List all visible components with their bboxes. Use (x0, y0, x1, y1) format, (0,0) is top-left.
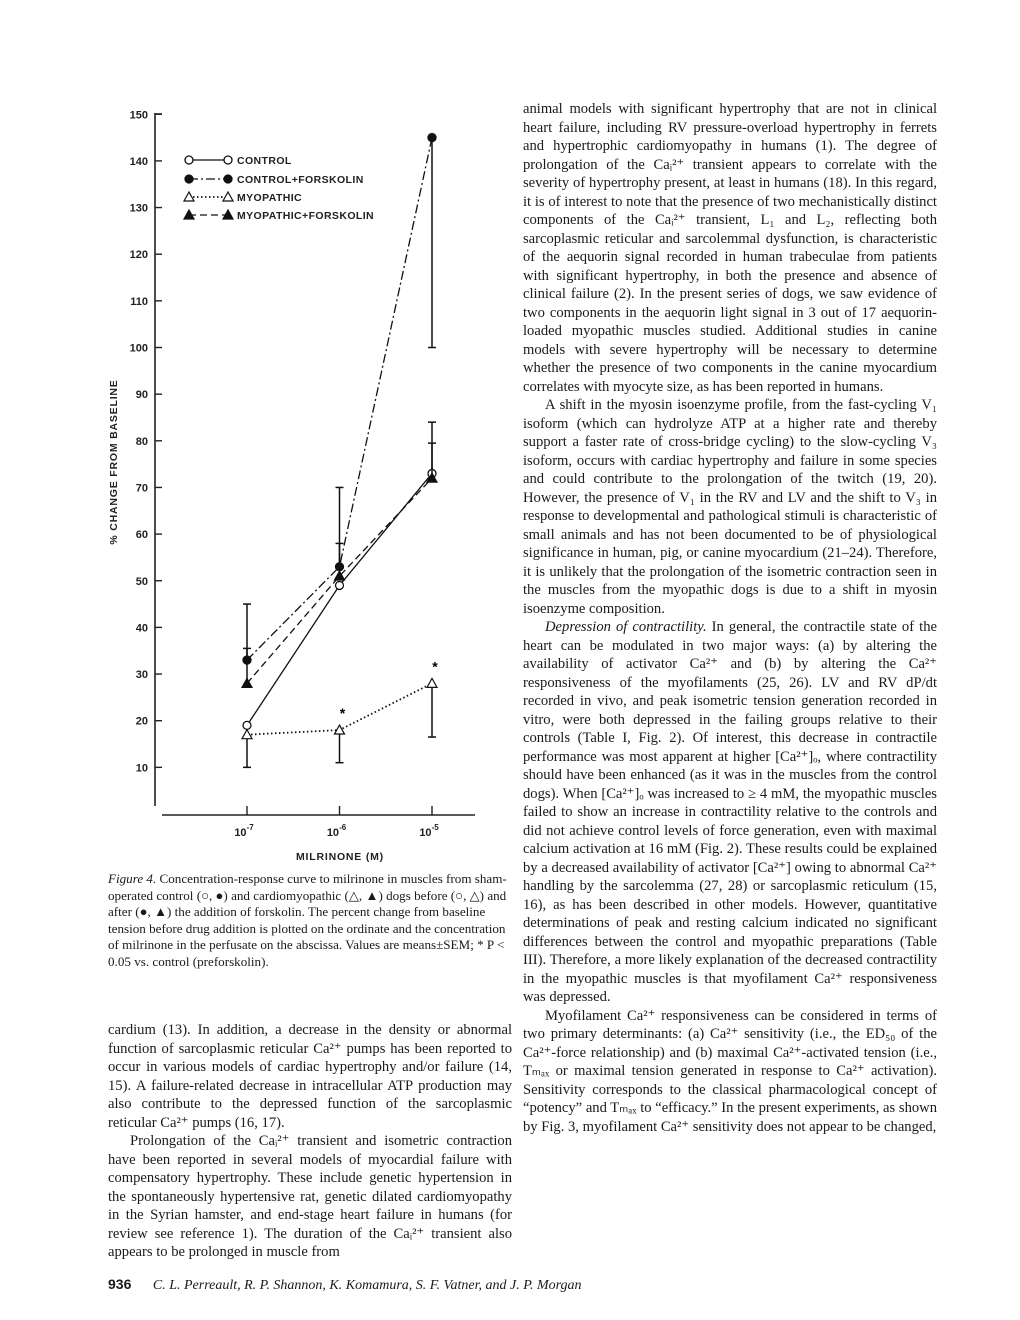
y-tick-label: 20 (135, 715, 148, 728)
x-tick-label (327, 823, 347, 839)
x-tick-label (419, 823, 439, 839)
open-triangle-marker (242, 730, 252, 739)
paragraph: Myofilament Ca²⁺ responsiveness can be considered in terms of two primary determinants: (a) Ca²⁺ sensitivity (i.e., the ED₅₀ of the Ca²⁺-force relationship) and (b) maximal Ca²⁺-activated tension (i.e., Tₘₐₓ or maximal tension generated in response to Ca²⁺ activation). Sensitivity corresponds to the classical pharmacological concept of “potency” and Tₘₐₓ to “efficacy.” In the present experiments, as shown by Fig. 3, myofilament Ca²⁺ sensitivity does not appear to be changed, (523, 1007, 937, 1135)
y-tick-label: 130 (129, 202, 148, 215)
x-tick-label (234, 823, 254, 839)
y-tick-label: 50 (135, 575, 148, 588)
open-triangle-marker (184, 192, 194, 201)
y-tick-label: 40 (135, 622, 148, 635)
page-number: 936 (108, 1276, 132, 1292)
paragraph: animal models with significant hypertrophy that are not in clinical heart failure, including RV pressure-overload hypertrophy in ferrets and hypertrophic cardiomyopathy in humans (1). The degree of prolongation of the Caᵢ²⁺ transient appears to correlate with the severity of hypertrophy present, at least in humans (18). In this regard, it is of interest to note that the presence of two mechanistically distinct components of the Caᵢ²⁺ transient, L₁ and L₂, reflecting both sarcoplasmic reticular and sarcolemmal dysfunction, is characteristic of the aequorin signal recorded in human trabeculae from patients with significant hypertrophy, in both the presence and absence of clinical failure (2). In the present series of dogs, we saw evidence of two components in the aequorin light signal in 3 out of 17 aequorin-loaded myopathic muscles studied. Additional studies in canine models with severe hypertrophy will be necessary to determine whether the presence of two components in the canine myocardium correlates with myocyte size, as has been reported in humans. (523, 101, 937, 395)
significance-asterisk: * (432, 658, 438, 675)
legend-label: CONTROL+FORSKOLIN (237, 174, 364, 186)
legend-item (184, 192, 302, 204)
x-tick-base: 10 (419, 827, 432, 839)
caption-text: Concentration-response curve to milrinone in muscles from sham-operated control (○, ●) and cardiomyopathic (△, ▲) dogs before (○, △) and after (●, ▲) the addition of forskolin. The percent change from baseline tension before drug addition is plotted on the ordinate and the concentration of milrinone in the perfusate on the abscissa. Values are means±SEM; * P < 0.05 vs. control (preforskolin). (108, 871, 507, 969)
paragraph-text: In general, the contractile state of the heart can be modulated in two major ways: (a) by altering the availability of activator Ca²⁺ and (b) by altering the Ca²⁺ responsiveness of the myofilaments (25, 26). LV and RV dP/dt recorded in vivo, and peak isometric tension generation recorded in vitro, were both depressed in the failing groups relative to their controls (Table I, Fig. 2). Of interest, this decrease in contractile performance was most apparent at higher [Ca²⁺]ₒ, where contractility should have been enhanced (as it was in the muscles from the control dogs). When [Ca²⁺]ₒ was increased to ≥ 4 mM, the myopathic muscles failed to show an increase in contractility relative to the controls and did not achieve control levels of force generation, even with maximal calcium activation at 16 mM (Fig. 2). These results could be explained by a decreased availability of activator [Ca²⁺] owing to abnormal Ca²⁺ handling by the sarcolemma (27, 28) or sarcoplasmic reticulum (15, 16), as has been described in other models. However, quantitative determinations of peak and resting calcium indicated no significant differences between the control and myopathic preparations (Table III). Therefore, a more likely explanation of the decreased contractility in the myopathic muscles is that myofilament Ca²⁺ responsiveness was depressed. (523, 619, 937, 1005)
right-column-text (523, 100, 937, 1136)
legend-label: MYOPATHIC+FORSKOLIN (237, 210, 375, 222)
legend-label: CONTROL (237, 155, 292, 167)
left-column-text (108, 1021, 512, 1262)
legend-label: MYOPATHIC (237, 192, 303, 204)
section-run-in-heading: Depression of contractility. (545, 619, 707, 635)
y-tick-label: 150 (129, 109, 148, 122)
legend (184, 155, 374, 222)
open-circle-marker (243, 721, 251, 729)
open-circle-marker (224, 156, 232, 164)
series-myopathic (242, 678, 437, 767)
y-tick-label: 80 (135, 435, 148, 448)
running-authors: C. L. Perreault, R. P. Shannon, K. Komamura, S. F. Vatner, and J. P. Morgan (152, 1278, 582, 1293)
figure-caption (108, 871, 508, 971)
x-tick-base: 10 (234, 827, 247, 839)
legend-item (185, 174, 364, 186)
filled-circle-marker (224, 175, 232, 183)
filled-circle-marker (185, 175, 193, 183)
y-tick-label: 10 (135, 762, 148, 775)
legend-item (185, 155, 292, 167)
page-footer (108, 1276, 582, 1294)
paragraph: Prolongation of the Caᵢ²⁺ transient and isometric contraction have been reported in several models of myocardial failure with compensatory hypertrophy. These include genetic hypertension in the spontaneously hypertensive rat, genetic dilated cardiomyopathy in the Syrian hamster, and end-stage heart failure in humans (for review see reference 1). The duration of the Caᵢ²⁺ transient also appears to be prolonged in muscle from (108, 1133, 512, 1260)
x-tick-exponent: -5 (431, 823, 439, 832)
y-tick-label: 90 (135, 389, 148, 402)
y-axis-title: % CHANGE FROM BASELINE (108, 379, 120, 545)
series-myopathic-plus-forskolin (242, 443, 437, 687)
open-triangle-marker (427, 678, 437, 687)
open-triangle-marker (223, 192, 233, 201)
x-axis-title: MILRINONE (M) (296, 851, 384, 863)
open-circle-marker (336, 581, 344, 589)
y-tick-label: 120 (129, 249, 148, 262)
caption-label: Figure 4. (108, 871, 157, 886)
legend-item (184, 210, 374, 222)
y-tick-label: 110 (130, 295, 148, 308)
significance-asterisk: * (339, 705, 346, 722)
x-tick-base: 10 (326, 827, 340, 839)
filled-circle-marker (428, 134, 436, 142)
y-tick-label: 30 (135, 669, 148, 682)
open-circle-marker (185, 156, 193, 164)
y-tick-label: 140 (129, 155, 148, 168)
x-tick-exponent: -6 (339, 823, 347, 832)
y-tick-label: 100 (129, 342, 148, 355)
y-tick-label: 60 (135, 529, 148, 542)
paragraph: cardium (13). In addition, a decrease in the density or abnormal function of sarcoplasmic reticular Ca²⁺ pumps has been reported to occur in various models of cardiac hypertrophy and/or failure (14, 15). A failure-related decrease in intracellular ATP production may also contribute to the depressed function of the sarcoplasmic reticular Ca²⁺ pumps (16, 17). (108, 1022, 512, 1131)
y-tick-label: 70 (135, 482, 148, 495)
x-tick-exponent: -7 (246, 823, 254, 832)
paragraph: A shift in the myosin isoenzyme profile, from the fast-cycling V₁ isoform (which can hydrolyze ATP at a higher rate and thereby support a faster rate of cross-bridge cycling) to the slow-cycling V₃ isoform, occurs with cardiac hypertrophy and failure in some species and could contribute to the prolongation of the twitch (19, 20). However, the presence of V₁ in the RV and LV and the shift to V₃ in response to developmental and pathological stimuli is characteristic of small animals and has not been documented to be of physiological significance in human, pig, or canine myocardium (21–24). Therefore, it is unlikely that the prolongation of the isometric contraction seen in the muscles from the myopathic dogs is due to a shift in myosin isoenzyme composition. (523, 397, 937, 617)
paragraph (523, 618, 937, 1007)
